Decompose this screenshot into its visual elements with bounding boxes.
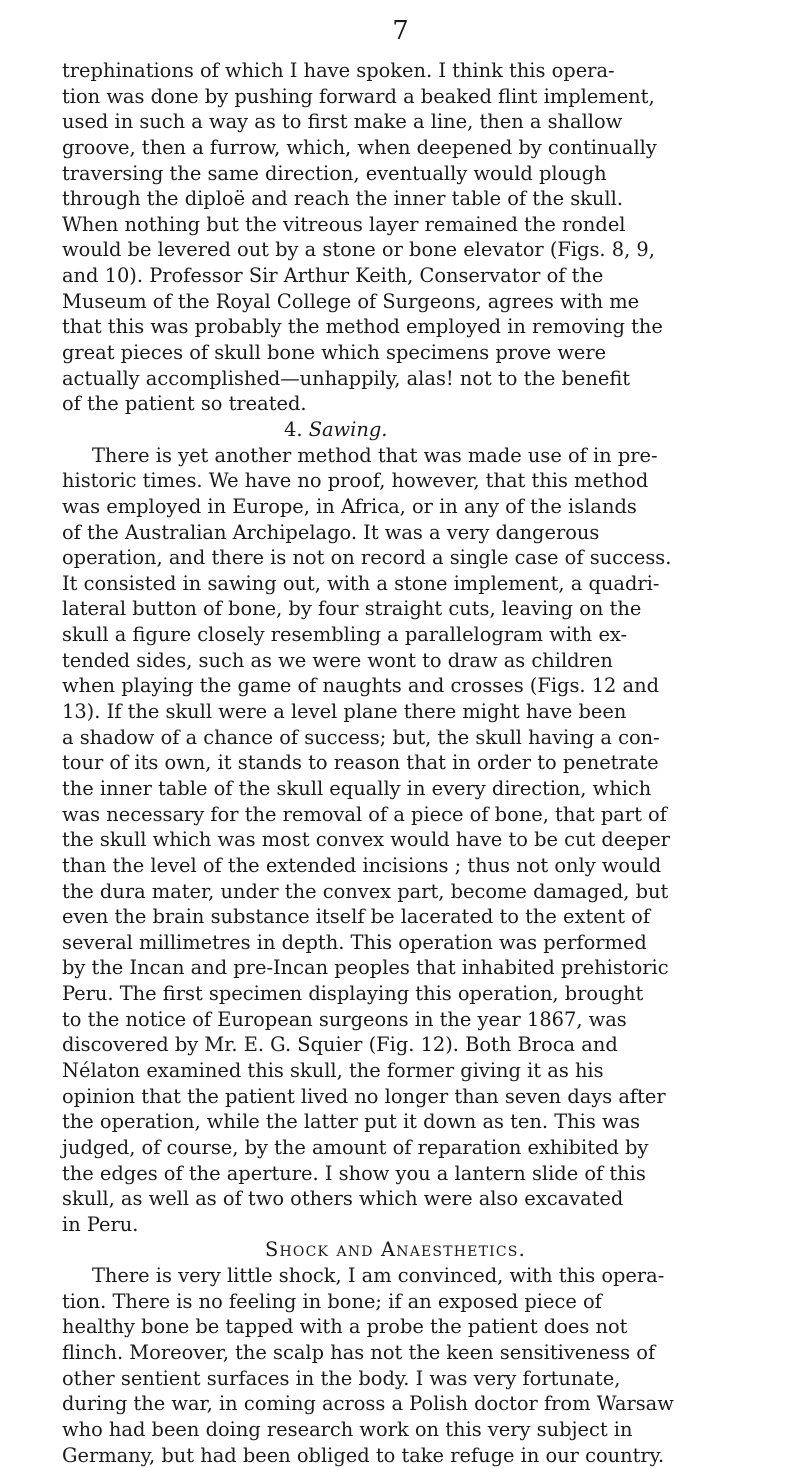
text-line: actually accomplished—unhappily, alas! not to the benefit xyxy=(62,366,631,390)
paragraph-first-line: There is very little shock, I am convinced, with this opera- xyxy=(92,1264,665,1288)
subsection-heading-sawing xyxy=(62,417,740,443)
text-line: When nothing but the vitreous layer remained the rondel xyxy=(62,212,626,236)
text-line: tion. There is no feeling in bone; if an exposed piece of xyxy=(62,1289,602,1313)
text-line: trephinations of which I have spoken. I think this opera- xyxy=(62,59,615,82)
body-text xyxy=(62,58,740,1468)
text-line: traversing the same direction, eventually would plough xyxy=(62,161,607,185)
text-line: skull, as well as of two others which were also excavated xyxy=(62,1187,624,1211)
text-line: great pieces of skull bone which specimens prove were xyxy=(62,341,607,365)
text-line: other sentient surfaces in the body. I was very fortunate, xyxy=(62,1366,621,1390)
text-line: the dura mater, under the convex part, become damaged, but xyxy=(62,879,669,903)
text-line: to the notice of European surgeons in the year 1867, was xyxy=(62,1007,627,1031)
text-line: Germany, but had been obliged to take refuge in our country. xyxy=(62,1443,665,1467)
text-line: was necessary for the removal of a piece of bone, that part of xyxy=(62,802,667,826)
text-line: the skull which was most convex would have to be cut deeper xyxy=(62,828,670,852)
text-line: discovered by Mr. E. G. Squier (Fig. 12). Both Broca and xyxy=(62,1033,618,1057)
text-line: when playing the game of naughts and crosses (Figs. 12 and xyxy=(62,674,660,698)
text-line: flinch. Moreover, the scalp has not the keen sensitiveness of xyxy=(62,1341,656,1365)
text-line: used in such a way as to first make a line, then a shallow xyxy=(62,110,623,134)
page-number: 7 xyxy=(392,16,409,46)
text-line: tour of its own, it stands to reason that in order to penetrate xyxy=(62,751,659,775)
section-heading-shock: Shock and Anaesthetics. xyxy=(265,1238,526,1262)
text-line: tion was done by pushing forward a beaked flint implement, xyxy=(62,84,655,108)
text-line: and 10). Professor Sir Arthur Keith, Conservator of the xyxy=(62,264,604,288)
text-line: lateral button of bone, by four straight cuts, leaving on the xyxy=(62,597,642,621)
text-line: several millimetres in depth. This operation was performed xyxy=(62,930,647,954)
subsection-title: Sawing. xyxy=(308,417,388,441)
text-line: the inner table of the skull equally in every direction, which xyxy=(62,776,652,800)
text-line: in Peru. xyxy=(62,1212,139,1236)
subsection-number: 4. xyxy=(284,417,303,441)
text-line: healthy bone be tapped with a probe the patient does not xyxy=(62,1315,628,1339)
paragraph-first-line: There is yet another method that was made use of in pre- xyxy=(92,443,658,467)
text-line: of the Australian Archipelago. It was a very dangerous xyxy=(62,520,600,544)
text-line: by the Incan and pre-Incan peoples that inhabited prehistoric xyxy=(62,956,669,980)
text-line: judged, of course, by the amount of reparation exhibited by xyxy=(62,1135,649,1159)
text-line: opinion that the patient lived no longer than seven days after xyxy=(62,1084,666,1108)
text-line: than the level of the extended incisions ; thus not only would xyxy=(62,853,662,877)
text-line: of the patient so treated. xyxy=(62,392,307,416)
text-line: the edges of the aperture. I show you a lantern slide of this xyxy=(62,1161,646,1185)
text-line: skull a figure closely resembling a parallelogram with ex- xyxy=(62,623,628,647)
text-line: even the brain substance itself be lacerated to the extent of xyxy=(62,905,651,929)
text-line: Peru. The first specimen displaying this operation, brought xyxy=(62,982,644,1006)
text-line: tended sides, such as we were wont to draw as children xyxy=(62,648,613,672)
text-line: was employed in Europe, in Africa, or in any of the islands xyxy=(62,494,637,518)
text-line: through the diploë and reach the inner table of the skull. xyxy=(62,187,623,211)
text-line: who had been doing research work on this very subject in xyxy=(62,1417,633,1441)
text-line: would be levered out by a stone or bone elevator (Figs. 8, 9, xyxy=(62,238,655,262)
text-line: the operation, while the latter put it down as ten. This was xyxy=(62,1110,641,1134)
text-line: historic times. We have no proof, however, that this method xyxy=(62,469,649,493)
text-line: that this was probably the method employed in removing the xyxy=(62,315,663,339)
text-line: groove, then a furrow, which, when deepened by continually xyxy=(62,135,657,159)
text-line: a shadow of a chance of success; but, the skull having a con- xyxy=(62,725,660,749)
text-line: 13). If the skull were a level plane there might have been xyxy=(62,700,627,724)
text-line: operation, and there is not on record a single case of success. xyxy=(62,546,672,570)
text-line: Museum of the Royal College of Surgeons, agrees with me xyxy=(62,289,640,313)
text-line: It consisted in sawing out, with a stone implement, a quadri- xyxy=(62,571,660,595)
text-line: during the war, in coming across a Polish doctor from Warsaw xyxy=(62,1392,674,1416)
text-line: Nélaton examined this skull, the former giving it as his xyxy=(62,1058,604,1082)
